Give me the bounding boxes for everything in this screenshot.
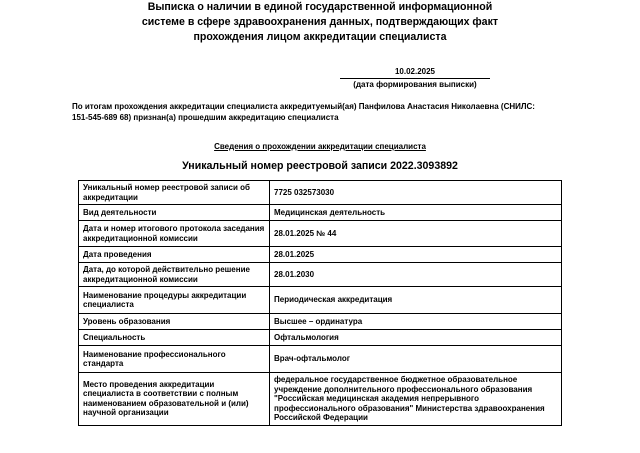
row-value: [270, 205, 562, 221]
result-line: 151-545-689 68) признан(а) прошедшим аккредитацию специалиста: [72, 113, 339, 122]
row-value: [270, 181, 562, 205]
value-line: "Российская медицинская академия непрерывного: [274, 394, 480, 403]
value-line: Медицинская деятельность: [274, 207, 386, 217]
value-line: Периодическая аккредитация: [274, 295, 393, 305]
row-value: [270, 221, 562, 247]
date-caption: (дата формирования выписки): [353, 80, 477, 89]
value-line: Врач-офтальмолог: [274, 354, 351, 364]
row-label: Дата и номер итогового протокола заседания аккредитационной комиссии: [79, 221, 270, 247]
table-row: [79, 314, 562, 330]
result-line: По итогам прохождения аккредитации специалиста аккредитуемый(ая) Панфилова Анастасия Николаевна (СНИЛС:: [72, 102, 535, 111]
row-value: [270, 314, 562, 330]
table-row: [79, 181, 562, 205]
row-value: [270, 346, 562, 373]
row-label: Вид деятельности: [79, 205, 270, 221]
row-value: [270, 330, 562, 346]
row-value: [270, 247, 562, 263]
value-line: 28.01.2025 № 44: [274, 228, 337, 238]
table-row: [79, 247, 562, 263]
table-row: [79, 373, 562, 426]
row-label: Наименование процедуры аккредитации специалиста: [79, 287, 270, 314]
value-line: 28.01.2025: [274, 249, 315, 259]
table-row: [79, 205, 562, 221]
table-row: [79, 330, 562, 346]
value-line: федеральное государственное бюджетное образовательное: [274, 375, 518, 384]
value-line: Офтальмология: [274, 332, 339, 342]
registry-number: Уникальный номер реестровой записи 2022.3093892: [182, 160, 458, 172]
row-label: Наименование профессионального стандарта: [79, 346, 270, 373]
value-line: профессионального образования" Министерства здравоохранения: [274, 403, 545, 413]
formation-date: 10.02.2025: [340, 66, 490, 79]
row-label: Уровень образования: [79, 314, 270, 330]
table-row: [79, 287, 562, 314]
document-title: [130, 0, 510, 45]
value-line: Российской Федерации: [274, 413, 368, 422]
value-line: 28.01.2030: [274, 269, 315, 279]
accreditation-table: [78, 180, 562, 426]
title-line: Выписка о наличии в единой государственной информационной: [147, 1, 493, 13]
table-row: [79, 263, 562, 287]
row-value: [270, 263, 562, 287]
value-line: 7725 032573030: [274, 187, 335, 197]
section-title: Сведения о прохождении аккредитации специалиста: [214, 142, 426, 151]
value-line: Высшее – ординатура: [274, 316, 363, 326]
row-label: Дата проведения: [79, 247, 270, 263]
title-line: системе в сфере здравоохранения данных, подтверждающих факт: [141, 16, 499, 28]
row-label: Место проведения аккредитации специалиста в соответствии с полным наименованием образовательной и (или) научной организации: [79, 373, 270, 426]
row-value: [270, 373, 562, 426]
title-line: прохождения лицом аккредитации специалиста: [193, 31, 447, 43]
accreditation-result: [72, 101, 572, 123]
table-row: [79, 221, 562, 247]
row-label: Специальность: [79, 330, 270, 346]
row-label: Уникальный номер реестровой записи об аккредитации: [79, 181, 270, 205]
date-block: [340, 66, 490, 90]
row-label: Дата, до которой действительно решение аккредитационной комиссии: [79, 263, 270, 287]
value-line: учреждение дополнительного профессионального образования: [274, 384, 533, 394]
table-row: [79, 346, 562, 373]
row-value: [270, 287, 562, 314]
